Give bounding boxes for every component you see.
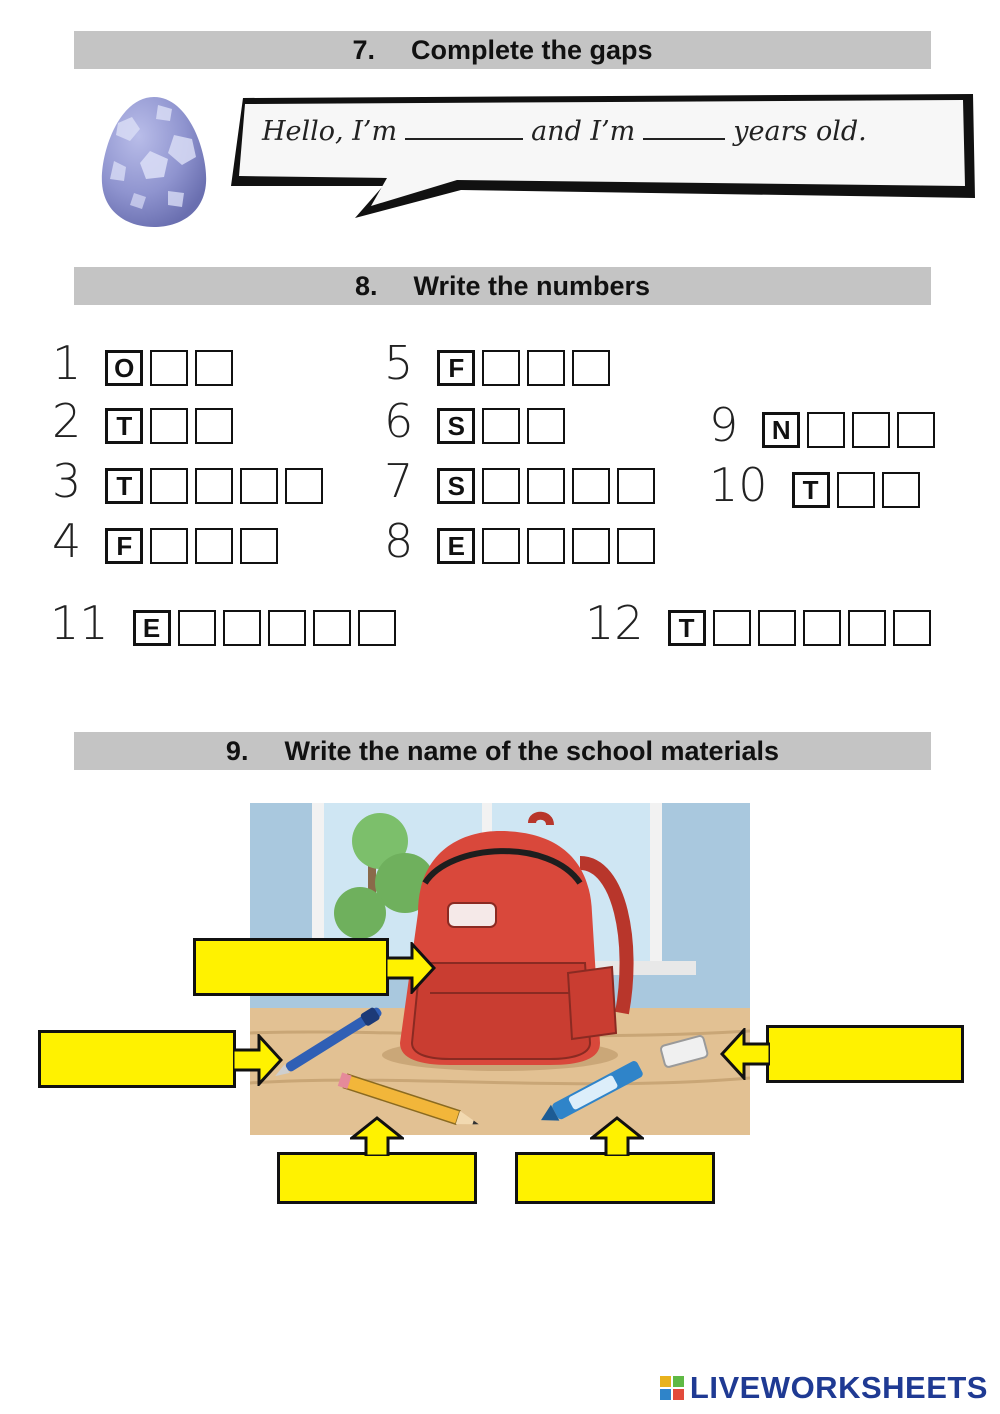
number-row-1 <box>52 336 240 390</box>
letter-input-box[interactable] <box>195 468 233 504</box>
letter-input-box[interactable] <box>803 610 841 646</box>
first-letter-box: F <box>105 528 143 564</box>
number-digit: 6 <box>384 394 414 448</box>
letter-boxes <box>105 468 330 504</box>
exercise-7-header <box>74 31 931 69</box>
number-digit: 12 <box>585 596 644 650</box>
letter-input-box[interactable] <box>150 350 188 386</box>
number-row-4 <box>52 514 285 568</box>
first-letter-box: E <box>437 528 475 564</box>
sentence-part-3: years old. <box>733 116 867 147</box>
age-gap[interactable] <box>643 136 725 140</box>
letter-input-box[interactable] <box>897 412 935 448</box>
letter-boxes <box>792 472 927 508</box>
number-digit: 2 <box>52 394 82 448</box>
speech-bubble <box>225 90 977 225</box>
liveworksheets-logo <box>660 1370 988 1406</box>
number-row-11 <box>50 596 403 650</box>
number-digit: 11 <box>50 596 109 650</box>
letter-input-box[interactable] <box>572 350 610 386</box>
first-letter-box: T <box>105 468 143 504</box>
letter-input-box[interactable] <box>713 610 751 646</box>
exercise-9-title: Write the name of the school materials <box>284 736 780 766</box>
label-box-pencil[interactable] <box>277 1152 477 1204</box>
label-box-backpack[interactable] <box>193 938 389 996</box>
number-row-6 <box>384 394 572 448</box>
number-digit: 10 <box>709 458 768 512</box>
exercise-9-number: 9. <box>225 736 249 766</box>
number-row-7 <box>384 454 662 508</box>
letter-input-box[interactable] <box>150 528 188 564</box>
number-digit: 5 <box>384 336 414 390</box>
letter-input-box[interactable] <box>195 528 233 564</box>
egg-icon <box>98 95 210 229</box>
letter-input-box[interactable] <box>837 472 875 508</box>
letter-boxes <box>437 408 572 444</box>
letter-input-box[interactable] <box>240 468 278 504</box>
letter-boxes <box>437 528 662 564</box>
letter-input-box[interactable] <box>223 610 261 646</box>
number-row-12 <box>585 596 938 650</box>
letter-input-box[interactable] <box>195 350 233 386</box>
number-row-3 <box>52 454 330 508</box>
number-row-9 <box>709 398 942 452</box>
label-box-eraser[interactable] <box>766 1025 964 1083</box>
number-row-5 <box>384 336 617 390</box>
letter-input-box[interactable] <box>617 528 655 564</box>
letter-input-box[interactable] <box>807 412 845 448</box>
letter-input-box[interactable] <box>882 472 920 508</box>
letter-boxes <box>105 528 285 564</box>
arrow-up-icon <box>350 1116 404 1156</box>
number-digit: 7 <box>384 454 414 508</box>
logo-text: LIVEWORKSHEETS <box>689 1370 988 1405</box>
label-box-crayon[interactable] <box>515 1152 715 1204</box>
exercise-8-title: Write the numbers <box>413 271 651 301</box>
number-row-2 <box>52 394 240 448</box>
first-letter-box: E <box>133 610 171 646</box>
arrow-right-icon <box>233 1034 283 1086</box>
sentence-with-gaps <box>262 116 867 147</box>
letter-input-box[interactable] <box>358 610 396 646</box>
exercise-7-title: Complete the gaps <box>410 35 653 65</box>
letter-input-box[interactable] <box>150 468 188 504</box>
arrow-up-icon <box>590 1116 644 1156</box>
letter-input-box[interactable] <box>617 468 655 504</box>
letter-boxes <box>105 408 240 444</box>
letter-boxes <box>668 610 938 646</box>
number-digit: 3 <box>52 454 82 508</box>
first-letter-box: T <box>792 472 830 508</box>
exercise-8-number: 8. <box>354 271 378 301</box>
letter-boxes <box>762 412 942 448</box>
letter-input-box[interactable] <box>313 610 351 646</box>
letter-input-box[interactable] <box>482 528 520 564</box>
first-letter-box: T <box>105 408 143 444</box>
number-digit: 4 <box>52 514 82 568</box>
first-letter-box: F <box>437 350 475 386</box>
letter-input-box[interactable] <box>572 528 610 564</box>
first-letter-box: T <box>668 610 706 646</box>
exercise-9-header <box>74 732 931 770</box>
arrow-right-icon <box>386 942 436 994</box>
letter-input-box[interactable] <box>852 412 890 448</box>
letter-input-box[interactable] <box>268 610 306 646</box>
first-letter-box: N <box>762 412 800 448</box>
letter-input-box[interactable] <box>848 610 886 646</box>
sentence-part-1: Hello, I’m <box>262 116 398 147</box>
letter-input-box[interactable] <box>285 468 323 504</box>
number-digit: 9 <box>709 398 739 452</box>
letter-input-box[interactable] <box>893 610 931 646</box>
number-row-10 <box>709 458 927 512</box>
exercise-7-number: 7. <box>352 35 375 65</box>
letter-boxes <box>133 610 403 646</box>
letter-input-box[interactable] <box>482 350 520 386</box>
letter-input-box[interactable] <box>527 468 565 504</box>
letter-input-box[interactable] <box>240 528 278 564</box>
number-digit: 8 <box>384 514 414 568</box>
exercise-8-header <box>74 267 931 305</box>
letter-input-box[interactable] <box>195 408 233 444</box>
letter-input-box[interactable] <box>527 350 565 386</box>
letter-input-box[interactable] <box>482 468 520 504</box>
letter-boxes <box>105 350 240 386</box>
letter-input-box[interactable] <box>178 610 216 646</box>
first-letter-box: S <box>437 408 475 444</box>
label-box-pen[interactable] <box>38 1030 236 1088</box>
first-letter-box: O <box>105 350 143 386</box>
logo-icon <box>660 1376 684 1400</box>
letter-boxes <box>437 350 617 386</box>
number-row-8 <box>384 514 662 568</box>
first-letter-box: S <box>437 468 475 504</box>
letter-boxes <box>437 468 662 504</box>
letter-input-box[interactable] <box>150 408 188 444</box>
arrow-left-icon <box>720 1028 770 1080</box>
letter-input-box[interactable] <box>572 468 610 504</box>
name-gap[interactable] <box>405 136 523 140</box>
letter-input-box[interactable] <box>482 408 520 444</box>
letter-input-box[interactable] <box>527 408 565 444</box>
sentence-part-2: and I’m <box>531 116 636 147</box>
number-digit: 1 <box>52 336 82 390</box>
letter-input-box[interactable] <box>527 528 565 564</box>
letter-input-box[interactable] <box>758 610 796 646</box>
